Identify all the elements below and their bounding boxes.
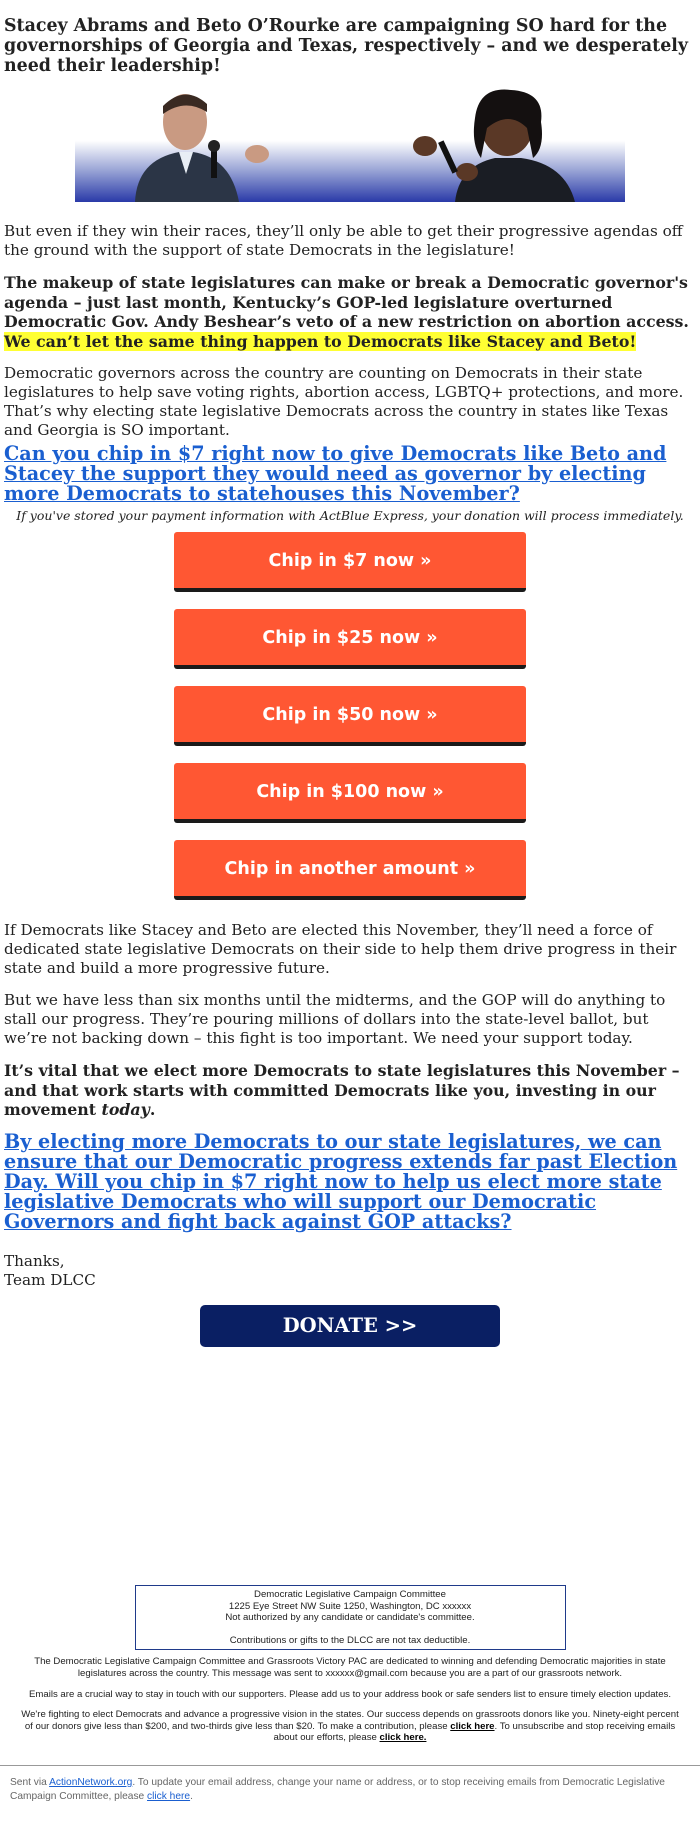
highlighted-text: We can’t let the same thing happen to Democrats like Stacey and Beto! bbox=[4, 331, 637, 351]
footer-fight-mid: . To unsubscribe and stop receiving emails about our efforts, please bbox=[273, 1720, 676, 1744]
chip-in-100-button[interactable]: Chip in $100 now » bbox=[174, 763, 526, 823]
sent-via-text: . To update your email address, change your name or address, or to stop receiving emails from Democratic Legislative Campaign Committee, please bbox=[10, 1777, 665, 1802]
sent-via-end: . bbox=[190, 1791, 193, 1802]
ask-link-1[interactable]: Can you chip in $7 right now to give Democrats like Beto and Stacey the support they would need as governor by electing more Democrats to statehouses this November? bbox=[4, 442, 667, 505]
paragraph-force: If Democrats like Stacey and Beto are elected this November, they’ll need a force of dedicated state legislative Democrats on their side to help them drive progress in their state and build a more progressive future. bbox=[4, 921, 677, 977]
paragraph-kentucky-text: The makeup of state legislatures can make or break a Democratic governor's agenda – just last month, Kentucky’s GOP-led legislature overturned Democratic Gov. Andy Beshear’s veto of a new restriction on abortion access. bbox=[4, 273, 689, 331]
left-microphone-head bbox=[208, 140, 220, 152]
paragraph-midterms: But we have less than six months until the midterms, and the GOP will do anything to stall our progress. They’re pouring millions of dollars into the state-level ballot, but we’re not backing down – this fight is too important. We need your support today. bbox=[4, 991, 666, 1047]
candidates-illustration bbox=[75, 88, 625, 202]
chip-in-7-button[interactable]: Chip in $7 now » bbox=[174, 532, 526, 592]
paragraph-governors: Democratic governors across the country are counting on Democrats in their state legislatures to help save voting rights, abortion access, LGBTQ+ protections, and more. That’s why electing state legislative Democrats across the country in states like Texas and Georgia is SO important. bbox=[4, 364, 684, 439]
contribute-link[interactable]: click here bbox=[450, 1720, 495, 1732]
sign-off bbox=[4, 1252, 696, 1290]
intro-headline: Stacey Abrams and Beto O’Rourke are campaigning SO hard for the governorships of Georgia and Texas, respectively – and we desperately need their leadership! bbox=[4, 16, 688, 76]
actblue-express-note: If you've stored your payment information with ActBlue Express, your donation will process immediately. bbox=[16, 508, 684, 523]
authorization-disclaimer: Not authorized by any candidate or candidate's committee. bbox=[225, 1612, 475, 1624]
org-name: Democratic Legislative Campaign Committee bbox=[254, 1589, 446, 1600]
right-microphone bbox=[438, 140, 458, 173]
paragraph-vital-emphasis: today bbox=[101, 1100, 150, 1119]
unsubscribe-link[interactable]: click here. bbox=[379, 1732, 427, 1744]
paragraph-vital bbox=[4, 1061, 696, 1120]
chip-in-50-button[interactable]: Chip in $50 now » bbox=[174, 686, 526, 746]
donation-buttons bbox=[4, 532, 696, 900]
ask-link-2[interactable]: By electing more Democrats to our state legislatures, we can ensure that our Democratic progress extends far past Election Day. Will you chip in $7 right now to help us elect more state legislative Democrats who will support our Democratic Governors and fight back against GOP attacks? bbox=[4, 1129, 678, 1233]
candidates-photo bbox=[75, 88, 625, 202]
signature-text: Team DLCC bbox=[4, 1270, 96, 1289]
right-candidate-hand bbox=[413, 136, 437, 156]
paragraph-vital-end: . bbox=[149, 1100, 156, 1119]
footer-fight bbox=[16, 1709, 684, 1744]
thanks-text: Thanks, bbox=[4, 1251, 65, 1270]
actionnetwork-link[interactable]: ActionNetwork.org bbox=[49, 1777, 133, 1788]
paragraph-legislature-support: But even if they win their races, they’ll only be able to get their progressive agendas off the ground with the support of state Democrats in the legislature! bbox=[4, 222, 683, 259]
chip-in-25-button[interactable]: Chip in $25 now » bbox=[174, 609, 526, 669]
footer-fight-text: We're fighting to elect Democrats and advance a progressive vision in the states. Our success depends on grassroots donors like you. Ninety-eight percent of our donors give less than $200, and two-thirds give less than $20. To make a contribution, please bbox=[21, 1709, 679, 1732]
tax-disclaimer: Contributions or gifts to the DLCC are not tax deductible. bbox=[229, 1634, 471, 1646]
right-candidate-hand-2 bbox=[456, 163, 478, 181]
paragraph-vital-text: It’s vital that we elect more Democrats to state legislatures this November – and that work starts with committed Democrats like you, investing in our movement bbox=[4, 1061, 680, 1119]
footer-mission: The Democratic Legislative Campaign Committee and Grassroots Victory PAC are dedicated to winning and defending Democratic majorities in state legislatures across the country. This message was sent to xxxxxx@gmail.com because you are a part of our grassroots network. bbox=[34, 1656, 666, 1679]
donate-button[interactable]: DONATE >> bbox=[200, 1305, 500, 1347]
left-candidate-hand bbox=[245, 145, 269, 163]
sent-via-prefix: Sent via bbox=[10, 1777, 50, 1788]
left-microphone bbox=[211, 148, 217, 178]
footer-safe-senders: Emails are a crucial way to stay in touch with our supporters. Please add us to your address book or safe senders list to ensure timely election updates. bbox=[28, 1688, 672, 1700]
paragraph-kentucky bbox=[4, 273, 696, 351]
org-address: 1225 Eye Street NW Suite 1250, Washington, DC xxxxxx bbox=[228, 1600, 472, 1612]
chip-in-other-button[interactable]: Chip in another amount » bbox=[174, 840, 526, 900]
address-box bbox=[135, 1585, 566, 1650]
update-preferences-link[interactable]: click here bbox=[147, 1791, 191, 1802]
sent-via-bar bbox=[0, 1765, 700, 1804]
email-footer bbox=[0, 1585, 700, 1744]
